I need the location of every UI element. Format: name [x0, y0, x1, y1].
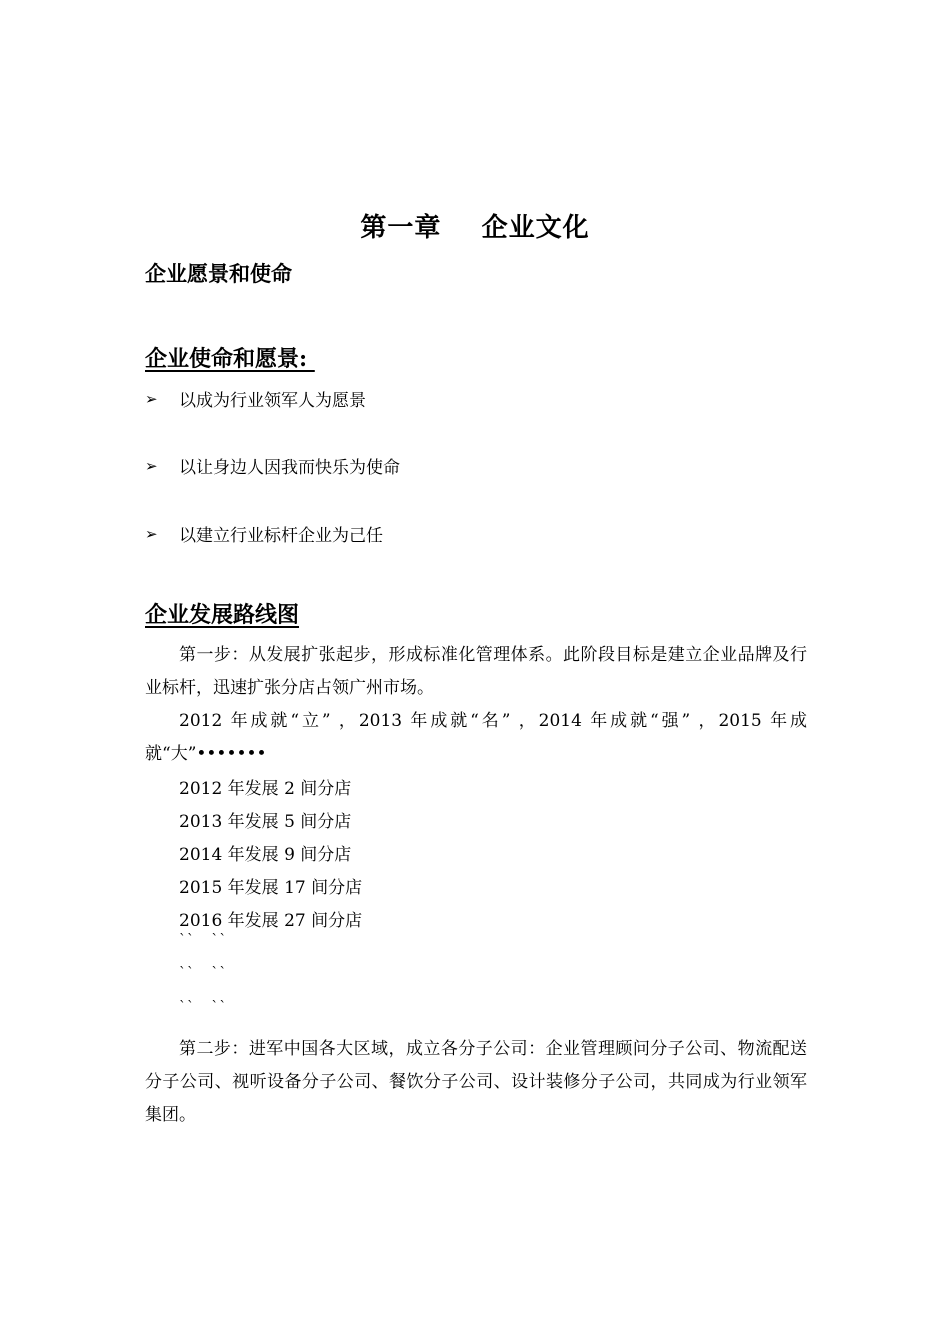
- mission-item: [145, 521, 383, 546]
- store-plan-line: 2013 年发展 5 间分店: [179, 812, 352, 832]
- chapter-title: 第一章 企业文化: [360, 213, 590, 243]
- arrow-bullet-icon: ➢: [145, 524, 158, 543]
- section-title: 企业愿景和使命: [145, 262, 292, 286]
- goals-paragraph: 2012 年成就“立” ，2013 年成就“名” ，2014 年成就“强” ，2015 年成就“大”•••••••: [145, 711, 807, 764]
- step2-paragraph: 第二步：进军中国各大区域，成立各分子公司：企业管理顾问分子公司、物流配送分子公司、视听设备分子公司、餐饮分子公司、设计装修分子公司，共同成为行业领军集团。: [145, 1039, 807, 1125]
- mission-item-text: 以建立行业标杆企业为己任: [179, 526, 383, 546]
- mission-heading: 企业使命和愿景:: [145, 346, 315, 372]
- store-plan-line: 2016 年发展 27 间分店: [179, 911, 363, 931]
- arrow-bullet-icon: ➢: [145, 456, 158, 475]
- mission-item-text: 以让身边人因我而快乐为使命: [179, 458, 400, 478]
- mission-item-text: 以成为行业领军人为愿景: [179, 391, 366, 411]
- store-plan-line: 2014 年发展 9 间分店: [179, 845, 352, 865]
- continuation-marks: `` ``: [179, 932, 228, 948]
- mission-item: [145, 386, 366, 411]
- step1-paragraph: 第一步：从发展扩张起步，形成标准化管理体系。此阶段目标是建立企业品牌及行业标杆，迅速扩张分店占领广州市场。: [145, 645, 807, 698]
- continuation-marks: `` ``: [179, 999, 228, 1015]
- mission-item: [145, 453, 400, 478]
- roadmap-heading: 企业发展路线图: [145, 602, 300, 628]
- store-plan-line: 2012 年发展 2 间分店: [179, 779, 352, 799]
- continuation-marks: `` ``: [179, 965, 228, 981]
- store-plan-line: 2015 年发展 17 间分店: [179, 878, 363, 898]
- arrow-bullet-icon: ➢: [145, 389, 158, 408]
